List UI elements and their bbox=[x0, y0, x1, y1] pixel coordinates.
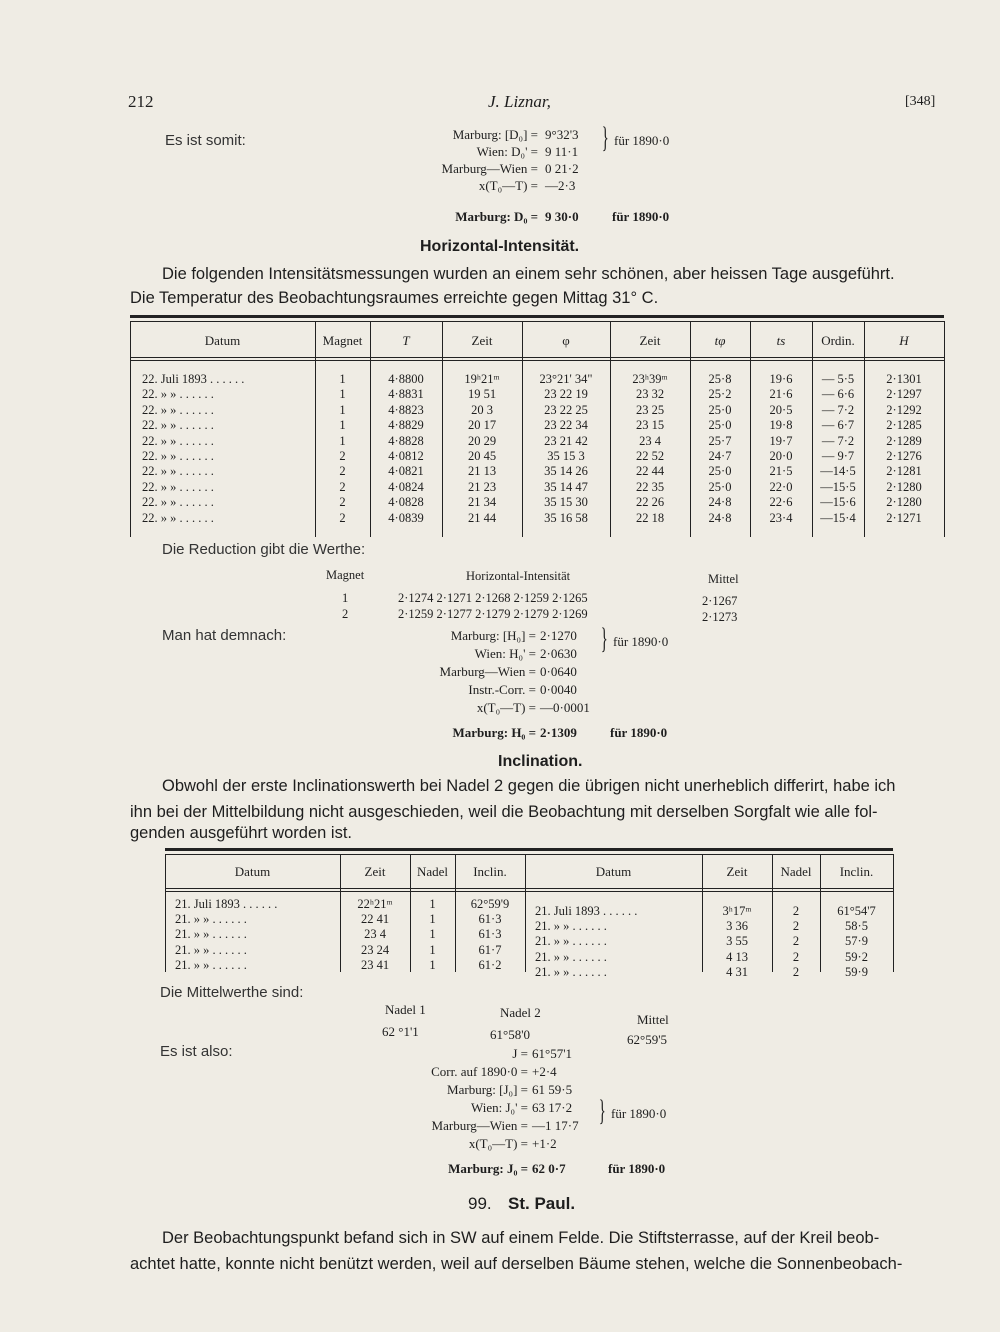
table-cell: 23ʰ39ᵐ bbox=[632, 372, 668, 386]
equation-value: +2·4 bbox=[532, 1064, 557, 1079]
table-cell: 23 41 bbox=[360, 957, 390, 972]
equation-value: 0·0640 bbox=[540, 664, 577, 679]
mittel-header-nadel2: Nadel 2 bbox=[500, 1005, 541, 1020]
table-header-cell: ts bbox=[776, 333, 786, 348]
table-top-rule bbox=[165, 848, 893, 851]
table-cell: 21. » » . . . . . . bbox=[535, 964, 607, 979]
brace-label: für 1890·0 bbox=[613, 634, 669, 649]
equation-label: Instr.-Corr. = bbox=[468, 682, 536, 697]
table-cell: 2·1301 bbox=[886, 372, 922, 386]
table-cell: 2·1292 bbox=[886, 402, 922, 417]
table-cell: 21·5 bbox=[769, 464, 793, 479]
table-cell: 2·1297 bbox=[886, 387, 922, 402]
reduction-header: Magnet bbox=[326, 568, 365, 582]
result-value: 2·1309 bbox=[540, 725, 577, 740]
table-cell: 24·7 bbox=[708, 449, 732, 463]
equation-value: 9°32'3 bbox=[545, 127, 579, 142]
page-ref: [348] bbox=[905, 94, 936, 109]
table-cell: 2·1271 bbox=[886, 510, 922, 525]
table-header-rule bbox=[165, 888, 893, 889]
table-cell: 21. » » . . . . . . bbox=[535, 919, 607, 934]
table-cell: 1 bbox=[339, 402, 346, 417]
table-cell: 1 bbox=[429, 927, 436, 942]
table-cell: 4 13 bbox=[726, 949, 748, 964]
table-cell: 20 45 bbox=[467, 449, 497, 463]
demnach-label: Man hat demnach: bbox=[162, 627, 287, 644]
table-cell: 21. » » . . . . . . bbox=[535, 934, 607, 949]
table-right-border bbox=[893, 854, 894, 972]
reduction-intro: Die Reduction gibt die Werthe: bbox=[162, 541, 366, 558]
table-header-rule-thin bbox=[130, 360, 944, 361]
table-cell: 23 4 bbox=[364, 927, 386, 942]
table-header-cell: Zeit bbox=[471, 333, 493, 348]
table-cell: 4·8829 bbox=[388, 418, 424, 433]
table-cell: 23 4 bbox=[639, 433, 661, 448]
equation-value: 63 17·2 bbox=[532, 1100, 573, 1115]
table-cell: 4·8828 bbox=[388, 433, 424, 448]
equation-value: —0·0001 bbox=[540, 700, 590, 715]
table-header-cell: T bbox=[402, 333, 410, 348]
table-header-cell: Nadel bbox=[416, 864, 449, 879]
table-cell: 22 52 bbox=[635, 449, 665, 463]
table-cell: 23°21' 34" bbox=[539, 372, 593, 386]
table-cell: — 9·7 bbox=[821, 449, 855, 463]
table-cell: 25·0 bbox=[708, 402, 732, 417]
table-cell: 19ʰ21ᵐ bbox=[464, 372, 500, 386]
mittel-header-mittel: Mittel bbox=[637, 1012, 669, 1027]
table-cell: — 7·2 bbox=[821, 433, 855, 448]
table-cell: 22 26 bbox=[635, 495, 665, 510]
equation-label: Marburg: [D₀] = bbox=[452, 127, 538, 142]
table-cell: 4·0828 bbox=[388, 495, 424, 510]
table-cell: 35 16 58 bbox=[544, 510, 588, 525]
table-header-cell: Inclin. bbox=[839, 864, 874, 879]
table-cell: 2·1280 bbox=[886, 495, 922, 510]
table-cell: 2·1280 bbox=[886, 479, 922, 494]
table-cell: 4·0812 bbox=[388, 449, 424, 463]
table-cell: 1 bbox=[339, 372, 346, 386]
table-cell: 21. » » . . . . . . bbox=[175, 957, 247, 972]
table-cell: 2·1285 bbox=[886, 418, 922, 433]
table-cell: 19 51 bbox=[467, 387, 497, 402]
table-cell: 22ʰ21ᵐ bbox=[357, 897, 393, 911]
table-cell: 2 bbox=[792, 949, 800, 964]
table-cell: — 6·6 bbox=[821, 387, 855, 402]
table-cell: 2 bbox=[792, 934, 800, 949]
table-cell: 61·3 bbox=[478, 912, 502, 927]
stpaul-para-2: achtet hatte, konnte nicht benützt werden, weil auf derselben Bäume stehen, welche die Sonnenbeobach- bbox=[130, 1255, 903, 1273]
table-cell: 22. » » . . . . . . bbox=[142, 402, 214, 417]
table-cell: 22·6 bbox=[769, 495, 793, 510]
table-header-cell: Inclin. bbox=[473, 864, 507, 879]
table-cell: 23 22 19 bbox=[544, 387, 588, 402]
table-cell: 20·0 bbox=[769, 449, 793, 463]
table-cell: 22. » » . . . . . . bbox=[142, 449, 214, 463]
table-cell: 61°54'7 bbox=[837, 904, 876, 918]
equation-label: Wien: J₀' = bbox=[470, 1100, 528, 1115]
table-header-cell: Zeit bbox=[639, 333, 661, 348]
stpaul-para-1: Der Beobachtungspunkt befand sich in SW auf einem Felde. Die Stiftsterrasse, auf der Kreil beob- bbox=[162, 1229, 880, 1247]
table-cell: 2 bbox=[339, 449, 346, 463]
result-label: Marburg: J₀ = bbox=[448, 1161, 528, 1176]
table-cell: 22. » » . . . . . . bbox=[142, 387, 214, 402]
table-cell: 4·8831 bbox=[388, 387, 424, 402]
brace-glyph: } bbox=[598, 1094, 606, 1127]
table-cell: 23 15 bbox=[635, 418, 665, 433]
reduction-mittel: 2·1267 bbox=[702, 594, 738, 608]
table-header-cell: φ bbox=[562, 333, 570, 348]
section-number: 99. bbox=[468, 1194, 492, 1213]
table-cell: 4·0839 bbox=[388, 510, 424, 525]
table-cell: 4·0821 bbox=[388, 464, 424, 479]
table-cell: 1 bbox=[429, 897, 436, 911]
table-cell: 61·7 bbox=[478, 942, 502, 957]
table-cell: —15·5 bbox=[820, 479, 856, 494]
table-left-border bbox=[130, 321, 131, 537]
table-cell: 21 44 bbox=[467, 510, 497, 525]
table-cell: 58·5 bbox=[845, 919, 868, 934]
reduction-magnet: 1 bbox=[342, 591, 349, 605]
table-top-rule-thin bbox=[130, 321, 944, 322]
equation-value: 9 11·1 bbox=[545, 144, 579, 159]
table-cell: 23 32 bbox=[635, 387, 665, 402]
table-cell: 22 44 bbox=[635, 464, 665, 479]
table-header-cell: Zeit bbox=[726, 864, 748, 879]
equation-value: 0·0040 bbox=[540, 682, 577, 697]
table-cell: 20·5 bbox=[769, 402, 793, 417]
brace-label: für 1890·0 bbox=[614, 133, 670, 148]
result-label: Marburg: H₀ = bbox=[452, 725, 536, 740]
equation-value: 0 21·2 bbox=[545, 161, 579, 176]
also-label: Es ist also: bbox=[160, 1043, 233, 1060]
table-cell: 21 23 bbox=[467, 479, 497, 494]
table-header-rule bbox=[130, 357, 944, 358]
table-header-cell: Nadel bbox=[780, 864, 812, 879]
table-cell: 2·1276 bbox=[886, 449, 922, 463]
table-cell: 25·0 bbox=[708, 464, 732, 479]
table-header-cell: Ordin. bbox=[821, 333, 855, 348]
table-cell: 23 24 bbox=[360, 942, 390, 957]
horizontal-para-2: Die Temperatur des Beobachtungsraumes erreichte gegen Mittag 31° C. bbox=[130, 289, 659, 307]
table-cell: —14·5 bbox=[820, 464, 856, 479]
table-cell: 22. » » . . . . . . bbox=[142, 464, 214, 479]
table-cell: 21 13 bbox=[467, 464, 497, 479]
brace-label: für 1890·0 bbox=[611, 1106, 667, 1121]
table-header-cell: Zeit bbox=[364, 864, 386, 879]
table-cell: 1 bbox=[339, 418, 346, 433]
brace-glyph: } bbox=[601, 121, 609, 154]
result-value: 62 0·7 bbox=[532, 1161, 566, 1176]
table-cell: 2 bbox=[792, 964, 800, 979]
table-cell: 59·9 bbox=[845, 964, 868, 979]
equation-label: Marburg: [H₀] = bbox=[450, 628, 536, 643]
equation-value: 2·1270 bbox=[540, 628, 577, 643]
table-header-cell: Datum bbox=[595, 864, 632, 879]
table-cell: —15·6 bbox=[820, 495, 856, 510]
table-cell: 25·0 bbox=[708, 479, 732, 494]
mittel-header-nadel1: Nadel 1 bbox=[385, 1002, 426, 1017]
inclination-para-2: ihn bei der Mittelbildung nicht ausgeschieden, weil die Beobachtung mit derselben Sorgfalt wie alle fol- bbox=[130, 803, 878, 821]
table-cell: 61·2 bbox=[478, 957, 502, 972]
table-cell: 35 15 3 bbox=[547, 449, 585, 463]
table-right-border bbox=[944, 321, 945, 537]
table-cell: 1 bbox=[429, 957, 436, 972]
table-cell: 1 bbox=[339, 387, 346, 402]
table-cell: 1 bbox=[429, 942, 436, 957]
table-cell: 61·3 bbox=[478, 927, 502, 942]
mittelwerthe-intro: Die Mittelwerthe sind: bbox=[160, 984, 304, 1001]
table-cell: 24·8 bbox=[708, 510, 732, 525]
table-cell: 57·9 bbox=[845, 934, 868, 949]
table-cell: 2·1289 bbox=[886, 433, 922, 448]
table-cell: 22. » » . . . . . . bbox=[142, 510, 214, 525]
table-cell: 23 25 bbox=[635, 402, 665, 417]
table-cell: 21. » » . . . . . . bbox=[175, 927, 247, 942]
table-cell: 22 41 bbox=[360, 912, 390, 927]
table-cell: 21·6 bbox=[769, 387, 793, 402]
table-cell: 22 18 bbox=[635, 510, 665, 525]
table-cell: 25·8 bbox=[708, 372, 732, 386]
table-cell: 20 3 bbox=[471, 402, 493, 417]
table-cell: 23 22 25 bbox=[544, 402, 588, 417]
table-cell: 23 22 34 bbox=[544, 418, 588, 433]
table-cell: 20 17 bbox=[467, 418, 497, 433]
result-value: 9 30·0 bbox=[545, 209, 579, 224]
equation-value: 61 59·5 bbox=[532, 1082, 573, 1097]
table-header-cell: tφ bbox=[714, 333, 726, 348]
equation-value: +1·2 bbox=[532, 1136, 557, 1151]
table-cell: 21. » » . . . . . . bbox=[175, 942, 247, 957]
table-cell: 21 34 bbox=[467, 495, 497, 510]
equation-label: Marburg: [J₀] = bbox=[447, 1082, 528, 1097]
table-cell: 25·0 bbox=[708, 418, 732, 433]
mittel-value-nadel1: 62 °1'1 bbox=[382, 1024, 419, 1039]
table-cell: 21. » » . . . . . . bbox=[175, 912, 247, 927]
equation-label: J = bbox=[512, 1046, 528, 1061]
table-cell: 2 bbox=[339, 495, 346, 510]
table-cell: 25·7 bbox=[708, 433, 732, 448]
inclination-heading: Inclination. bbox=[498, 753, 583, 770]
table-cell: 3ʰ17ᵐ bbox=[722, 904, 752, 918]
table-cell: 21. Juli 1893 . . . . . . bbox=[535, 904, 638, 918]
table-cell: 20 29 bbox=[467, 433, 497, 448]
table-top-rule bbox=[130, 315, 944, 318]
equation-label: Wien: H₀' = bbox=[474, 646, 536, 661]
page-number: 212 bbox=[128, 92, 154, 111]
horizontal-para-1: Die folgenden Intensitätsmessungen wurden an einem sehr schönen, aber heissen Tage ausgeführt. bbox=[162, 265, 895, 283]
table-cell: 1 bbox=[339, 433, 346, 448]
result-label: Marburg: D₀ = bbox=[455, 209, 538, 224]
equation-label: Marburg—Wien = bbox=[431, 1118, 528, 1133]
table-cell: — 6·7 bbox=[821, 418, 855, 433]
table-cell: 2 bbox=[339, 510, 346, 525]
table-cell: 2·1281 bbox=[886, 464, 922, 479]
equation-label: x(T₀—T) = bbox=[468, 1136, 528, 1151]
table-cell: 24·8 bbox=[708, 495, 732, 510]
equation-label: Marburg—Wien = bbox=[441, 161, 538, 176]
equation-label: Wien: D₀' = bbox=[476, 144, 538, 159]
somit-label: Es ist somit: bbox=[165, 132, 246, 149]
result-suffix: für 1890·0 bbox=[612, 209, 670, 224]
table-cell: 4·8800 bbox=[388, 372, 424, 386]
table-cell: 2 bbox=[792, 919, 800, 934]
table-cell: 19·6 bbox=[769, 372, 793, 386]
table-header-cell: Datum bbox=[234, 864, 271, 879]
horizontal-heading: Horizontal-Intensität. bbox=[420, 238, 580, 255]
table-cell: —15·4 bbox=[820, 510, 856, 525]
equation-value: —2·3 bbox=[545, 178, 576, 193]
table-cell: 22 35 bbox=[635, 479, 665, 494]
inclination-para-1: Obwohl der erste Inclinationswerth bei Nadel 2 gegen die übrigen nicht unerheblich differirt, habe ich bbox=[162, 777, 896, 795]
table-cell: — 5·5 bbox=[821, 372, 855, 386]
table-cell: 22. » » . . . . . . bbox=[142, 418, 214, 433]
table-cell: 22. Juli 1893 . . . . . . bbox=[142, 372, 245, 386]
mittel-value-mittel: 62°59'5 bbox=[627, 1032, 668, 1047]
table-cell: 21. Juli 1893 . . . . . . bbox=[175, 897, 278, 911]
reduction-header: Mittel bbox=[708, 572, 739, 586]
table-cell: 4·8823 bbox=[388, 402, 424, 417]
author-running-head: J. Liznar, bbox=[488, 92, 551, 111]
table-cell: 25·2 bbox=[708, 387, 732, 402]
table-cell: 35 14 47 bbox=[544, 479, 588, 494]
reduction-values: 2·1274 2·1271 2·1268 2·1259 2·1265 bbox=[398, 591, 588, 605]
table-cell: 21. » » . . . . . . bbox=[535, 949, 607, 964]
mittel-value-nadel2: 61°58'0 bbox=[490, 1027, 531, 1042]
reduction-magnet: 2 bbox=[342, 607, 349, 621]
reduction-mittel: 2·1273 bbox=[702, 610, 738, 624]
table-cell: 22. » » . . . . . . bbox=[142, 479, 214, 494]
table-cell: 22·0 bbox=[769, 479, 793, 494]
table-cell: — 7·2 bbox=[821, 402, 855, 417]
equation-value: 61°57'1 bbox=[532, 1046, 573, 1061]
equation-label: x(T₀—T) = bbox=[478, 178, 538, 193]
result-suffix: für 1890·0 bbox=[610, 725, 668, 740]
table-cell: 62°59'9 bbox=[470, 897, 510, 911]
table-cell: 19·7 bbox=[769, 433, 793, 448]
table-cell: 2 bbox=[792, 904, 800, 918]
table-header-cell: Datum bbox=[204, 333, 241, 348]
table-cell: 22. » » . . . . . . bbox=[142, 495, 214, 510]
table-cell: 2 bbox=[339, 464, 346, 479]
equation-value: —1 17·7 bbox=[532, 1118, 579, 1133]
equation-label: Marburg—Wien = bbox=[439, 664, 536, 679]
table-header-cell: H bbox=[899, 333, 909, 348]
table-cell: 35 15 30 bbox=[544, 495, 588, 510]
table-cell: 23 21 42 bbox=[544, 433, 588, 448]
table-cell: 35 14 26 bbox=[544, 464, 588, 479]
equation-label: Corr. auf 1890·0 = bbox=[431, 1064, 528, 1079]
table-top-rule-thin bbox=[165, 854, 893, 855]
table-cell: 2 bbox=[339, 479, 346, 494]
table-cell: 1 bbox=[429, 912, 436, 927]
reduction-values: 2·1259 2·1277 2·1279 2·1279 2·1269 bbox=[398, 607, 588, 621]
table-cell: 4 31 bbox=[726, 964, 748, 979]
table-cell: 4·0824 bbox=[388, 479, 424, 494]
table-cell: 59·2 bbox=[845, 949, 868, 964]
table-cell: 22. » » . . . . . . bbox=[142, 433, 214, 448]
equation-label: x(T₀—T) = bbox=[476, 700, 536, 715]
equation-value: 2·0630 bbox=[540, 646, 577, 661]
table-cell: 3 55 bbox=[726, 934, 748, 949]
table-header-cell: Magnet bbox=[322, 333, 363, 348]
reduction-header: Horizontal-Intensität bbox=[466, 569, 571, 583]
brace-glyph: } bbox=[600, 622, 608, 655]
table-header-rule-thin bbox=[165, 891, 893, 892]
table-cell: 23·4 bbox=[769, 510, 793, 525]
stpaul-heading: St. Paul. bbox=[508, 1194, 576, 1213]
table-cell: 3 36 bbox=[726, 919, 748, 934]
result-suffix: für 1890·0 bbox=[608, 1161, 666, 1176]
table-cell: 19·8 bbox=[769, 418, 793, 433]
inclination-para-3: genden ausgeführt worden ist. bbox=[130, 824, 352, 842]
